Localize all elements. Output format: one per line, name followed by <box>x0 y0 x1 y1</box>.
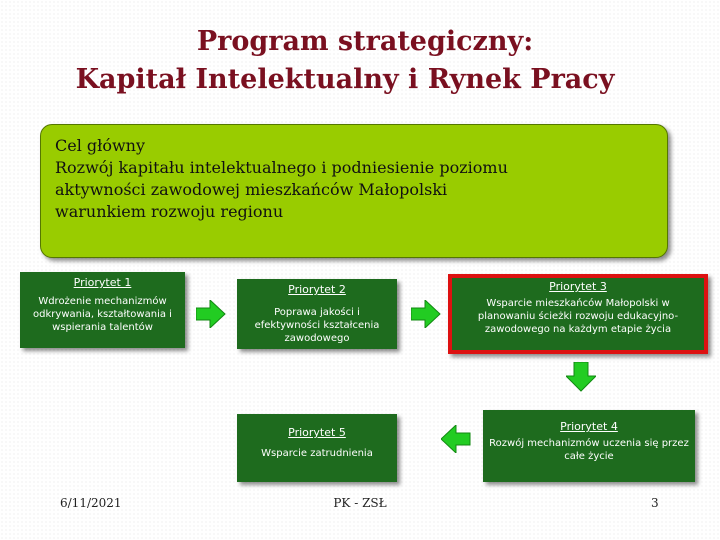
main-goal-box <box>40 124 668 258</box>
priority-1-text: Wdrożenie mechanizmów odkrywania, kształtowania i wspierania talentów <box>33 296 172 333</box>
footer-date: 6/11/2021 <box>60 496 122 510</box>
priority-2-box <box>237 279 397 349</box>
goal-heading: Cel główny <box>55 136 146 155</box>
goal-line: Rozwój kapitału intelektualnego i podniesienie poziomu <box>55 158 508 177</box>
page-number: 3 <box>651 496 659 510</box>
priority-3-title: Priorytet 3 <box>549 280 607 293</box>
priority-5-title: Priorytet 5 <box>288 426 346 439</box>
priority-1-title: Priorytet 1 <box>73 276 132 289</box>
priority-5-text: Wsparcie zatrudnienia <box>261 448 373 459</box>
priority-5-box <box>237 414 397 482</box>
arrow-right-icon <box>411 300 441 328</box>
priority-4-text: Rozwój mechanizmów uczenia się przez całe życie <box>489 438 689 462</box>
goal-line: aktywności zawodowej mieszkańców Małopolski <box>55 180 448 199</box>
arrow-down-icon <box>566 362 596 392</box>
priority-4-title: Priorytet 4 <box>560 420 618 433</box>
priority-1-box <box>20 272 185 348</box>
arrow-right-icon <box>196 300 226 328</box>
arrow-left-icon <box>441 425 471 453</box>
priority-3-box <box>448 274 708 354</box>
goal-line: warunkiem rozwoju regionu <box>55 202 284 221</box>
footer-center-text: PK - ZSŁ <box>333 496 387 510</box>
title-line-1: Program strategiczny: <box>196 26 534 57</box>
priority-2-title: Priorytet 2 <box>288 283 346 296</box>
title-line-2: Kapitał Intelektualny i Rynek Pracy <box>75 64 615 95</box>
priority-2-text: Poprawa jakości i efektywności kształcenia zawodowego <box>254 307 380 344</box>
priority-4-box <box>483 410 695 482</box>
priority-3-text: Wsparcie mieszkańców Małopolski w planowaniu ścieżki rozwoju edukacyjno-zawodowego na każdym etapie życia <box>477 298 679 335</box>
